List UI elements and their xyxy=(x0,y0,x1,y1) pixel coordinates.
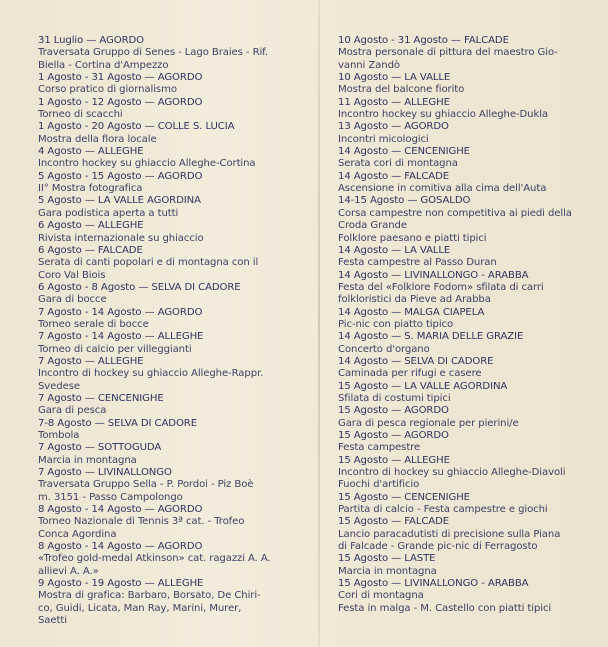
event-date-place: 15 Agosto — AGORDO xyxy=(338,405,449,417)
event-description: Partita di calcio - Festa campestre e giochi xyxy=(338,504,548,516)
event-entry xyxy=(38,97,296,122)
event-entry xyxy=(338,146,596,171)
event-date-place: 14-15 Agosto — GOSALDO xyxy=(338,195,471,207)
event-entry xyxy=(338,72,596,97)
event-entry xyxy=(338,430,596,455)
event-entry xyxy=(38,195,296,220)
event-description: Traversata Gruppo Sella - P. Pordoi - Piz Boè xyxy=(38,479,254,491)
event-entry xyxy=(338,307,596,332)
event-description: Festa campestre al Passo Duran xyxy=(338,257,497,269)
event-description: Caminada per rifugi e casere xyxy=(338,368,482,380)
event-date-place: 14 Agosto — FALCADE xyxy=(338,170,450,182)
event-description: Folklore paesano e piatti tipici xyxy=(338,232,487,244)
event-date-place: 15 Agosto — CENCENIGHE xyxy=(338,491,470,503)
event-description: Gara di bocce xyxy=(38,294,107,306)
event-date-place: 9 Agosto - 19 Agosto — ALLEGHE xyxy=(38,578,204,590)
event-entry xyxy=(38,418,296,443)
event-description: Ascensione in comitiva alla cima dell'Auta xyxy=(338,183,547,195)
event-date-place: 13 Agosto — AGORDO xyxy=(338,121,449,133)
event-entry xyxy=(338,381,596,406)
event-date-place: 5 Agosto - 15 Agosto — AGORDO xyxy=(38,170,203,182)
event-date-place: 14 Agosto — LA VALLE xyxy=(338,244,451,256)
event-description: Saetti xyxy=(38,615,67,627)
event-date-place: 11 Agosto — ALLEGHE xyxy=(338,96,450,108)
event-description: Mostra del balcone fiorito xyxy=(338,84,465,96)
event-description: Incontro hockey su ghiaccio Alleghe-Cortina xyxy=(38,158,256,170)
event-date-place: 4 Agosto — ALLEGHE xyxy=(38,146,144,158)
event-date-place: 15 Agosto — LA VALLE AGORDINA xyxy=(338,380,508,392)
event-entry xyxy=(338,553,596,578)
event-entry xyxy=(38,331,296,356)
event-date-place: 15 Agosto — AGORDO xyxy=(338,430,449,441)
event-entry xyxy=(38,245,296,282)
event-entry xyxy=(338,195,596,244)
event-entry xyxy=(338,270,596,307)
event-date-place: 10 Agosto - 31 Agosto — FALCADE xyxy=(338,35,509,46)
event-entry xyxy=(38,35,296,72)
event-description: Mostra della flora locale xyxy=(38,133,157,145)
event-description: Serata cori di montagna xyxy=(338,158,458,170)
event-description: Rivista internazionale su ghiaccio xyxy=(38,232,204,244)
event-date-place: 14 Agosto — MALGA CIAPELA xyxy=(338,306,485,318)
event-entry xyxy=(38,72,296,97)
event-description: Festa campestre xyxy=(338,442,421,454)
event-date-place: 6 Agosto - 8 Agosto — SELVA DI CADORE xyxy=(38,281,241,293)
event-date-place: 6 Agosto — FALCADE xyxy=(38,244,143,256)
event-description: Incontro di hockey su ghiaccio Alleghe-Rappr. xyxy=(38,368,264,380)
event-description: Gara podistica aperta a tutti xyxy=(38,207,179,219)
event-description: co, Guidi, Licata, Man Ray, Marini, Murer, xyxy=(38,602,242,614)
event-description: Incontro hockey su ghiaccio Alleghe-Dukla xyxy=(338,109,548,121)
event-date-place: 7 Agosto — CENCENIGHE xyxy=(38,392,164,404)
event-date-place: 5 Agosto — LA VALLE AGORDINA xyxy=(38,195,201,207)
event-entry xyxy=(338,97,596,122)
event-date-place: 14 Agosto — SELVA DI CADORE xyxy=(338,355,494,367)
event-date-place: 31 Luglio — AGORDO xyxy=(38,35,145,46)
event-entry xyxy=(38,393,296,418)
event-date-place: 15 Agosto — LIVINALLONGO - ARABBA xyxy=(338,578,529,590)
event-description: «Trofeo gold-medal Atkinson» cat. ragazzi A. A. xyxy=(38,553,271,565)
event-description: Coro Val Biois xyxy=(38,269,106,281)
event-date-place: 14 Agosto — S. MARIA DELLE GRAZIE xyxy=(338,331,524,343)
event-entry xyxy=(38,121,296,146)
event-entry xyxy=(338,331,596,356)
event-entry xyxy=(338,121,596,146)
event-description: Cori di montagna xyxy=(338,590,424,602)
event-description: folkloristici da Pieve ad Arabba xyxy=(338,294,491,306)
event-description: Tombola xyxy=(38,430,80,441)
event-description: II° Mostra fotografica xyxy=(38,183,143,195)
event-date-place: 14 Agosto — LIVINALLONGO - ARABBA xyxy=(338,269,529,281)
event-date-place: 8 Agosto - 14 Agosto — AGORDO xyxy=(38,541,203,553)
event-description: Traversata Gruppo di Senes - Lago Braies - Rif. xyxy=(38,47,269,59)
event-description: Gara di pesca regionale per pierini/e xyxy=(338,417,519,429)
event-description: Torneo di calcio per villeggianti xyxy=(38,343,192,355)
events-column-left xyxy=(38,35,296,628)
event-entry xyxy=(338,492,596,517)
event-description: Incontri micologici xyxy=(338,133,429,145)
event-description: Festa in malga - M. Castello con piatti tipici xyxy=(338,602,552,614)
event-date-place: 7-8 Agosto — SELVA DI CADORE xyxy=(38,417,197,429)
event-description: Marcia in montagna xyxy=(38,454,137,466)
event-description: Corso pratico di giornalismo xyxy=(38,84,177,96)
event-description: Corsa campestre non competitiva ai piedi della xyxy=(338,207,572,219)
event-description: Mostra personale di pittura del maestro Gio- xyxy=(338,47,558,59)
event-entry xyxy=(338,516,596,553)
event-entry xyxy=(38,220,296,245)
event-description: Torneo di scacchi xyxy=(38,109,123,121)
event-description: m. 3151 - Passo Campolongo xyxy=(38,491,183,503)
event-entry xyxy=(38,282,296,307)
event-description: Lancio paracadutisti di precisione sulla Piana xyxy=(338,528,561,540)
event-date-place: 1 Agosto - 12 Agosto — AGORDO xyxy=(38,96,203,108)
event-entry xyxy=(38,171,296,196)
event-description: Gara di pesca xyxy=(38,405,107,417)
event-description: di Falcade - Grande pic-nic di Ferragosto xyxy=(338,541,538,553)
event-entry xyxy=(38,541,296,578)
event-entry xyxy=(338,578,596,615)
event-date-place: 7 Agosto - 14 Agosto — AGORDO xyxy=(38,306,203,318)
event-entry xyxy=(338,35,596,72)
event-description: Torneo Nazionale di Tennis 3ª cat. - Trofeo xyxy=(38,516,245,528)
event-entry xyxy=(38,442,296,467)
event-date-place: 7 Agosto — ALLEGHE xyxy=(38,355,144,367)
event-description: Concerto d'organo xyxy=(338,343,430,355)
event-description: Svedese xyxy=(38,380,80,392)
event-description: vanni Zandò xyxy=(338,59,400,71)
event-entry xyxy=(38,307,296,332)
event-entry xyxy=(38,578,296,627)
event-date-place: 1 Agosto - 31 Agosto — AGORDO xyxy=(38,72,203,84)
event-entry xyxy=(338,171,596,196)
event-description: Serata di canti popolari e di montagna con il xyxy=(38,257,259,269)
event-date-place: 15 Agosto — FALCADE xyxy=(338,516,450,528)
event-entry xyxy=(338,356,596,381)
event-date-place: 7 Agosto — SOTTOGUDA xyxy=(38,442,162,454)
event-date-place: 7 Agosto - 14 Agosto — ALLEGHE xyxy=(38,331,204,343)
event-description: Mostra di grafica: Barbaro, Borsato, De Chiri- xyxy=(38,590,261,602)
page-fold xyxy=(318,0,320,647)
event-date-place: 7 Agosto — LIVINALLONGO xyxy=(38,467,172,479)
event-date-place: 1 Agosto - 20 Agosto — COLLE S. LUCIA xyxy=(38,121,235,133)
events-column-right xyxy=(338,35,596,615)
event-entry xyxy=(338,245,596,270)
event-date-place: 6 Agosto — ALLEGHE xyxy=(38,220,144,232)
event-date-place: 15 Agosto — ALLEGHE xyxy=(338,454,450,466)
event-date-place: 10 Agosto — LA VALLE xyxy=(338,72,451,84)
event-entry xyxy=(38,504,296,541)
event-entry xyxy=(38,467,296,504)
event-description: Torneo serale di bocce xyxy=(38,318,149,330)
event-date-place: 15 Agosto — LASTE xyxy=(338,553,436,565)
event-date-place: 14 Agosto — CENCENIGHE xyxy=(338,146,470,158)
event-description: Incontro di hockey su ghiaccio Alleghe-Diavoli xyxy=(338,467,566,479)
event-date-place: 8 Agosto - 14 Agosto — AGORDO xyxy=(38,504,203,516)
event-entry xyxy=(38,146,296,171)
event-description: Festa del «Folklore Fodom» sfilata di carri xyxy=(338,281,544,293)
event-entry xyxy=(338,455,596,492)
event-entry xyxy=(38,356,296,393)
event-description: Biella - Cortina d'Ampezzo xyxy=(38,59,169,71)
event-description: Marcia in montagna xyxy=(338,565,437,577)
event-description: Croda Grande xyxy=(338,220,407,232)
event-entry xyxy=(338,405,596,430)
event-description: allievi A. A.» xyxy=(38,565,99,577)
event-description: Conca Agordina xyxy=(38,528,117,540)
event-description: Fuochi d'artificio xyxy=(338,479,420,491)
event-description: Sfilata di costumi tipici xyxy=(338,392,451,404)
event-description: Pic-nic con piatto tipico xyxy=(338,318,454,330)
